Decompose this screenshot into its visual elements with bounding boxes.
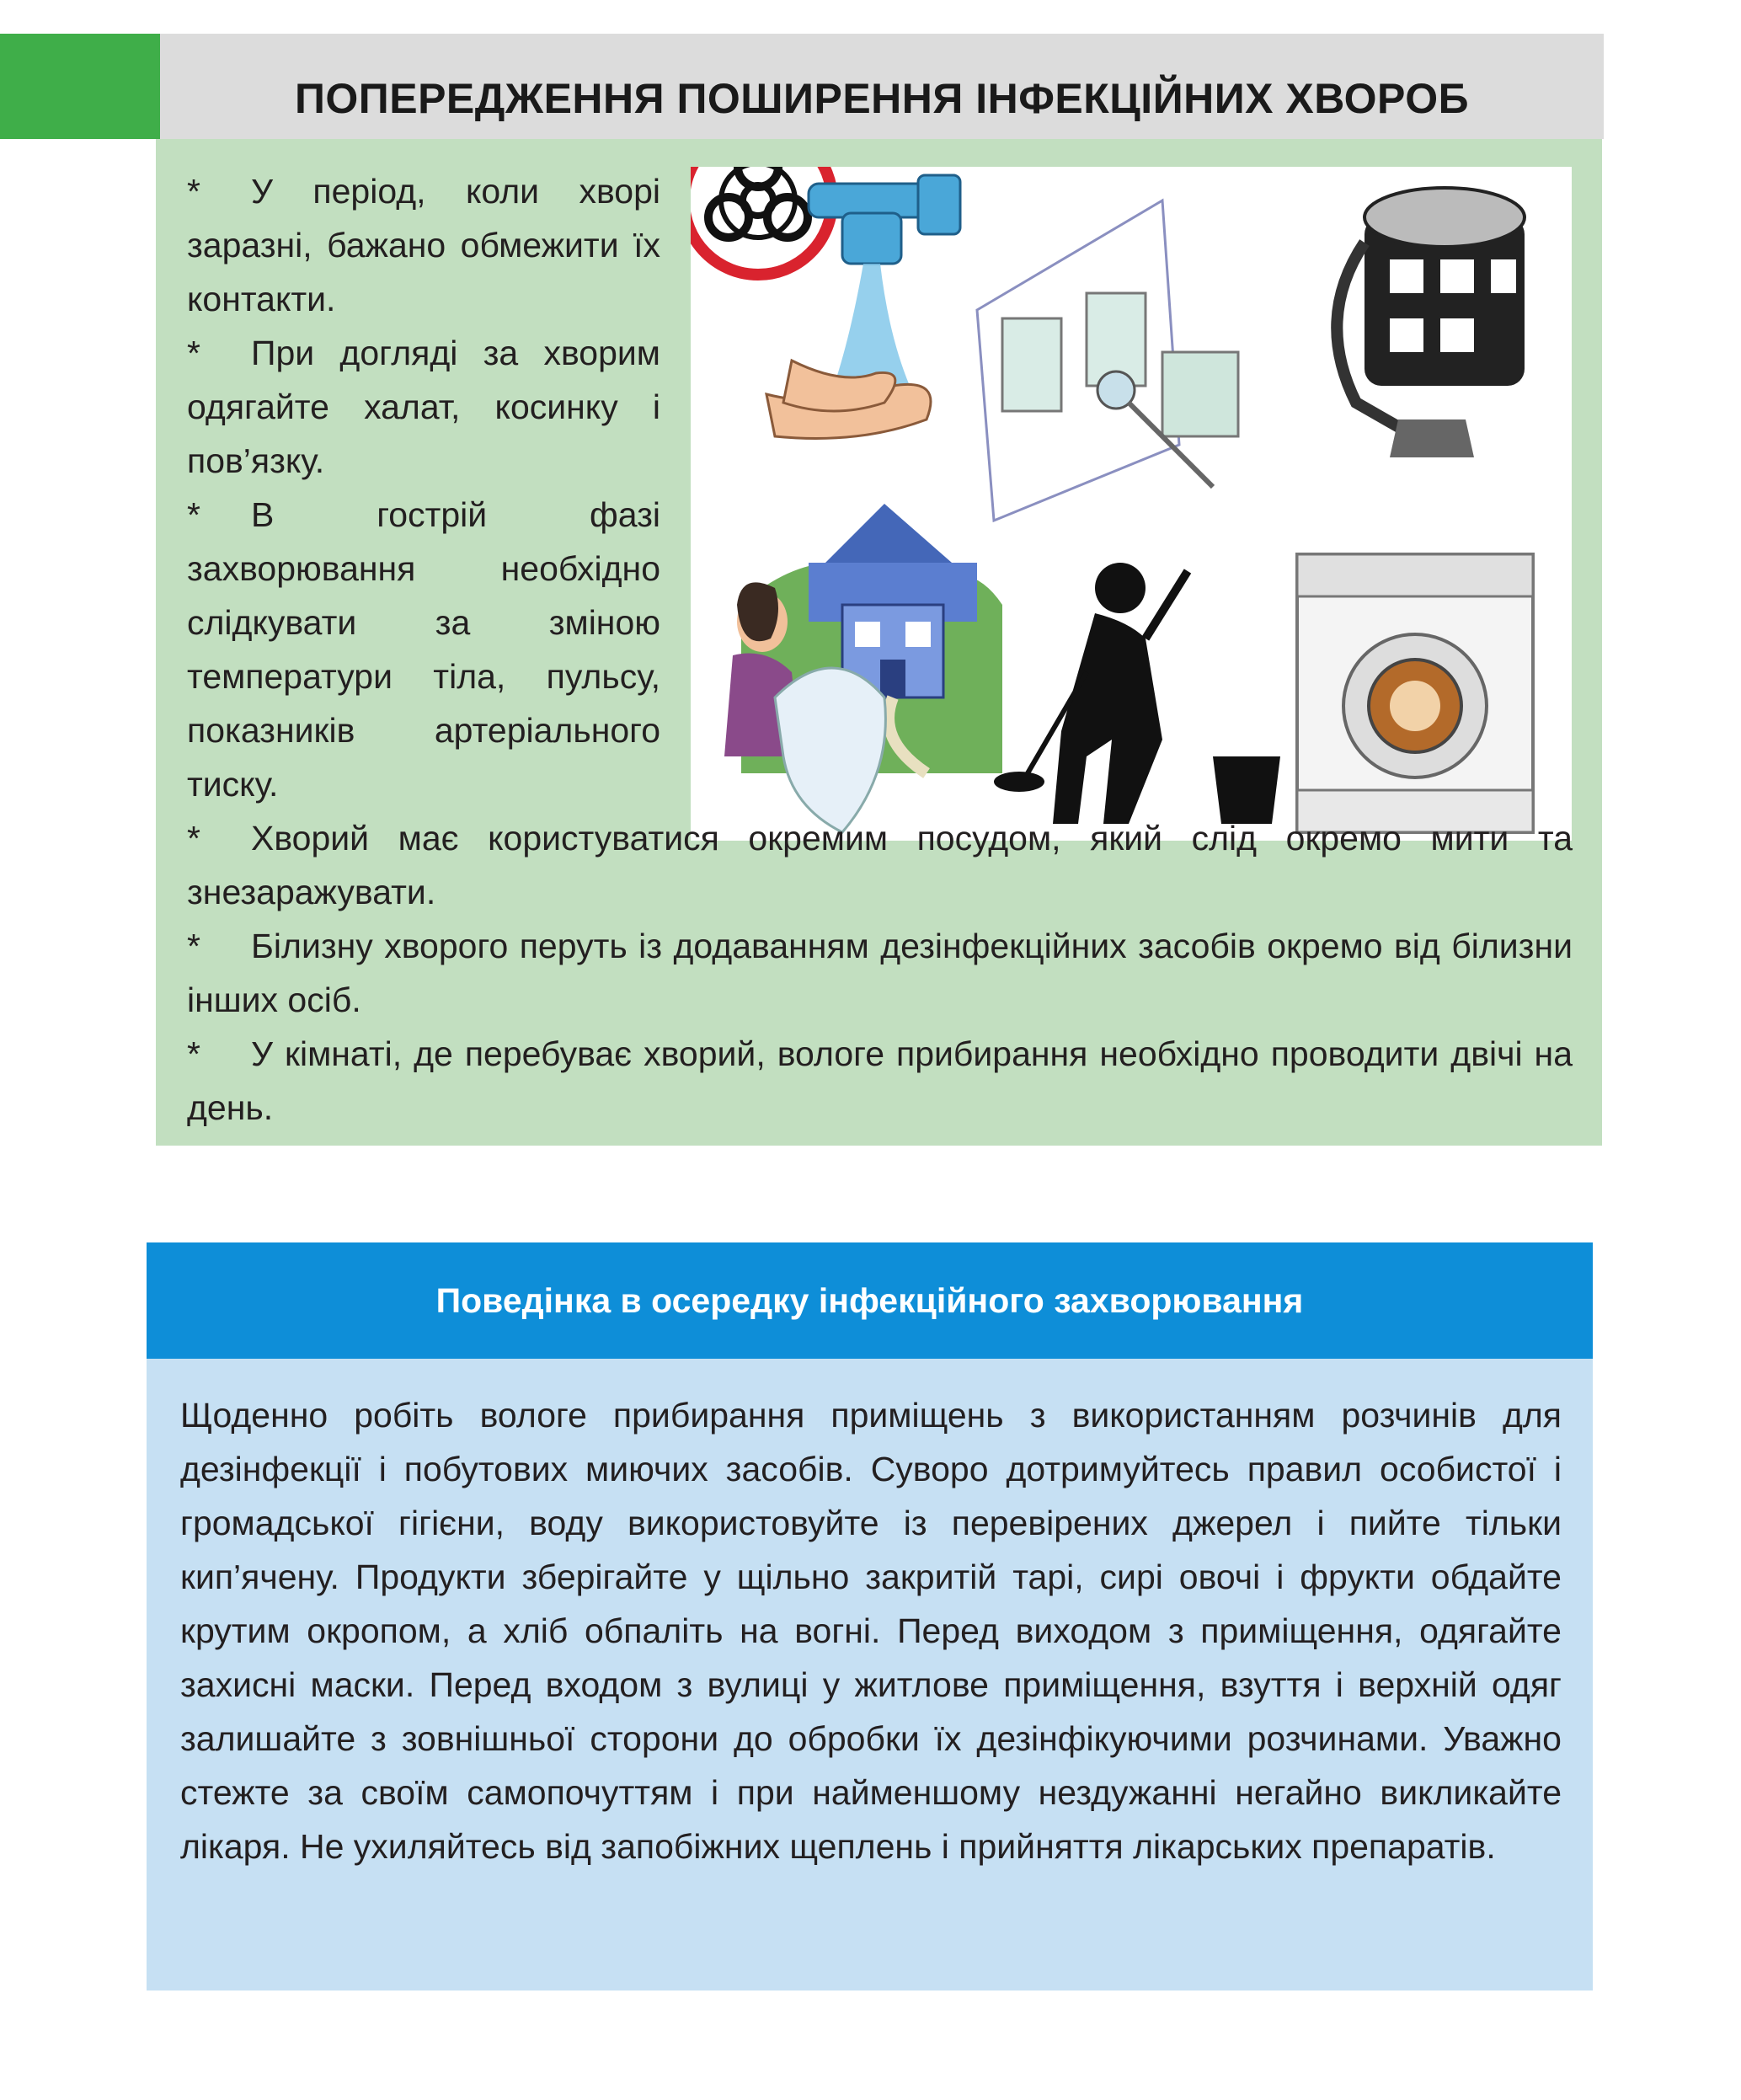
bullet-item [187, 811, 1573, 919]
behavior-text: Щоденно робіть вологе прибирання приміщень з використанням розчинів для дезінфекції і побутових миючих засобів. Суворо дотримуйтесь правил особистої і громадської гігієни, воду використовуйте із перевірених джерел і пийте тільки кип’ячену. Продукти зберігайте у щільно закритій тарі, сирі овочі і фрукти обдайте крутим окропом, а хліб обпаліть на вогні. Перед виходом з приміщення, одягайте захисні маски. Перед входом з вулиці у житлове приміщення, взуття і верхній одяг залишайте з зовнішньої сторони до обробки їх дезінфікуючими розчинами. Уважно стежте за своїм самопочуттям і при найменшому нездужанні негайно викликайте лікаря. Не ухиляйтесь від запобіжних щеплень і прийняття лікарських препаратів. [180, 1396, 1562, 1866]
bullet-marker: * [187, 1034, 200, 1073]
bullet-marker: * [187, 334, 200, 372]
bullet-item [187, 164, 660, 326]
bullets-bottom [187, 811, 1573, 1135]
behavior-title: Поведінка в осередку інфекційного захворювання [435, 1281, 1304, 1320]
bullet-item [187, 488, 660, 811]
section-accent-tab [0, 34, 160, 139]
bullet-marker: * [187, 172, 200, 211]
mopping-person-icon [994, 563, 1280, 824]
bullet-text: У період, коли хворі заразні, бажано обмежити їх контакти. [187, 172, 660, 318]
biohazard-icon [691, 167, 832, 275]
hygiene-illustration [691, 167, 1572, 841]
vacuum-cleaner-icon [1337, 188, 1525, 457]
window-cleaning-icon [977, 200, 1238, 521]
title-bar [160, 34, 1604, 139]
behavior-panel [147, 1359, 1593, 1990]
bullet-text: Білизну хворого перуть із додаванням дезінфекційних засобів окремо від білизни інших осіб. [187, 927, 1573, 1019]
bullets-top [187, 164, 660, 811]
bullet-marker: * [187, 495, 200, 534]
bullet-item [187, 919, 1573, 1027]
bullet-item [187, 1027, 1573, 1135]
page-title: ПОПЕРЕДЖЕННЯ ПОШИРЕННЯ ІНФЕКЦІЙНИХ ХВОРОБ [294, 75, 1470, 122]
bullet-text: В гострій фазі захворювання необхідно слідкувати за зміною температури тіла, пульсу, показників артеріального тиску. [187, 495, 660, 804]
bullet-text: Хворий має користуватися окремим посудом, який слід окремо мити та знезаражувати. [187, 819, 1573, 911]
bullet-text: При догляді за хворим одягайте халат, косинку і пов’язку. [187, 334, 660, 480]
bullet-marker: * [187, 927, 200, 965]
behavior-header [147, 1242, 1593, 1359]
bullet-item [187, 326, 660, 488]
bullet-marker: * [187, 819, 200, 858]
bullet-text: У кімнаті, де перебуває хворий, вологе прибирання необхідно проводити двічі на день. [187, 1034, 1573, 1127]
washing-machine-icon [1297, 554, 1533, 832]
